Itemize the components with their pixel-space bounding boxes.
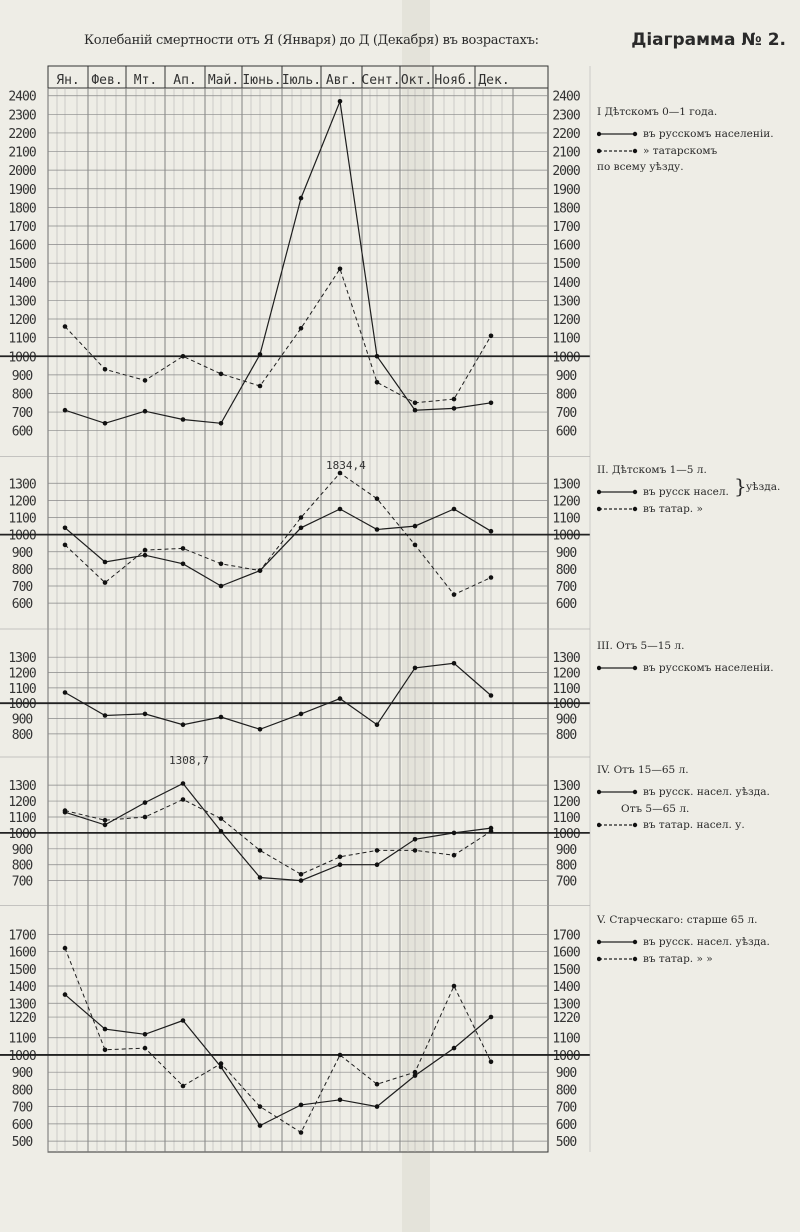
y-tick-label-left: 1500 bbox=[8, 962, 36, 978]
data-point bbox=[452, 1046, 457, 1051]
y-tick-label-left: 1200 bbox=[8, 313, 36, 329]
month-label: Іюнь. bbox=[242, 73, 282, 88]
data-point bbox=[489, 401, 494, 406]
data-point bbox=[63, 690, 68, 695]
legend-label: въ русск. насел. уѣзда. bbox=[643, 936, 770, 949]
y-tick-label-left: 800 bbox=[11, 727, 33, 743]
y-tick-label-left: 600 bbox=[11, 1117, 33, 1133]
legend-solid-line-icon bbox=[597, 488, 639, 496]
legend-solid-line-icon bbox=[597, 788, 639, 796]
legend-dashed-line-icon bbox=[597, 821, 639, 829]
legend-dashed-line-icon bbox=[597, 955, 639, 963]
data-point bbox=[181, 781, 186, 786]
legend-solid-line-icon bbox=[597, 938, 639, 946]
y-tick-label-left: 1200 bbox=[8, 795, 36, 811]
legend-label: Отъ 5—65 л. bbox=[621, 802, 690, 815]
month-label: Іюль. bbox=[281, 73, 322, 88]
data-point bbox=[181, 722, 186, 727]
data-point bbox=[489, 334, 494, 339]
data-point bbox=[489, 693, 494, 698]
y-tick-label-right: 500 bbox=[555, 1135, 577, 1151]
data-point bbox=[413, 543, 418, 548]
y-tick-label-right: 2300 bbox=[552, 108, 580, 124]
y-tick-label-left: 1000 bbox=[8, 826, 36, 842]
legend-row bbox=[597, 817, 797, 833]
y-tick-label-right: 2000 bbox=[552, 164, 580, 180]
data-point bbox=[181, 797, 186, 802]
month-label: Ян. bbox=[56, 73, 80, 88]
data-point bbox=[375, 1104, 380, 1109]
data-point bbox=[375, 354, 380, 359]
data-point bbox=[143, 553, 148, 558]
data-point bbox=[258, 384, 263, 389]
y-tick-label-right: 1200 bbox=[552, 313, 580, 329]
y-tick-label-left: 1900 bbox=[8, 182, 36, 198]
legend-row bbox=[597, 784, 797, 800]
y-tick-label-right: 1100 bbox=[552, 511, 580, 527]
data-point bbox=[181, 546, 186, 551]
data-point bbox=[338, 696, 343, 701]
y-tick-label-left: 900 bbox=[11, 712, 33, 728]
y-tick-label-left: 1800 bbox=[8, 201, 36, 217]
y-tick-label-right: 600 bbox=[555, 1117, 577, 1133]
data-point bbox=[489, 1060, 494, 1065]
legend-title: I Дѣтскомъ 0—1 года. bbox=[597, 106, 718, 118]
y-tick-label-right: 700 bbox=[555, 406, 577, 422]
data-point bbox=[63, 324, 68, 329]
data-point bbox=[219, 816, 224, 821]
y-tick-label-left: 900 bbox=[11, 1066, 33, 1082]
y-tick-label-left: 1300 bbox=[8, 779, 36, 795]
data-point bbox=[143, 409, 148, 414]
legend-label: въ татар. насел. у. bbox=[643, 818, 745, 831]
y-tick-label-left: 800 bbox=[11, 1083, 33, 1099]
legend-row bbox=[597, 660, 797, 676]
y-tick-label-right: 800 bbox=[555, 562, 577, 578]
value-annotation: 1308,7 bbox=[169, 754, 209, 767]
legend-solid-line-icon bbox=[597, 664, 639, 672]
y-tick-label-right: 1200 bbox=[552, 494, 580, 510]
y-tick-label-right: 1220 bbox=[552, 1011, 580, 1027]
data-point bbox=[413, 408, 418, 413]
month-label: Нояб. bbox=[434, 73, 474, 88]
y-tick-label-right: 900 bbox=[555, 545, 577, 561]
y-tick-label-right: 2400 bbox=[552, 89, 580, 105]
data-point bbox=[299, 1130, 304, 1135]
data-point bbox=[219, 1061, 224, 1066]
y-tick-label-left: 2200 bbox=[8, 126, 36, 142]
legend-row bbox=[597, 951, 797, 967]
y-tick-label-right: 1400 bbox=[552, 980, 580, 996]
month-label: Окт. bbox=[400, 73, 433, 88]
data-point bbox=[452, 406, 457, 411]
y-tick-label-left: 1300 bbox=[8, 477, 36, 493]
data-point bbox=[413, 524, 418, 529]
data-point bbox=[63, 946, 68, 951]
y-tick-label-left: 1100 bbox=[8, 1031, 36, 1047]
y-tick-label-right: 1900 bbox=[552, 182, 580, 198]
data-point bbox=[258, 1104, 263, 1109]
y-tick-label-right: 1000 bbox=[552, 697, 580, 713]
legend-block bbox=[597, 104, 797, 175]
y-tick-label-right: 1600 bbox=[552, 945, 580, 961]
data-point bbox=[63, 408, 68, 413]
data-point bbox=[375, 722, 380, 727]
y-tick-label-left: 800 bbox=[11, 387, 33, 403]
data-point bbox=[452, 507, 457, 512]
value-annotation: 1834,4 bbox=[326, 459, 366, 472]
y-tick-label-right: 1100 bbox=[552, 810, 580, 826]
y-tick-label-left: 1700 bbox=[8, 928, 36, 944]
y-tick-label-left: 1100 bbox=[8, 681, 36, 697]
data-point bbox=[413, 848, 418, 853]
y-tick-label-left: 1100 bbox=[8, 511, 36, 527]
y-tick-label-right: 1200 bbox=[552, 666, 580, 682]
y-tick-label-right: 1800 bbox=[552, 201, 580, 217]
y-tick-label-right: 700 bbox=[555, 874, 577, 890]
data-point bbox=[103, 421, 108, 426]
data-point bbox=[103, 713, 108, 718]
y-tick-label-left: 800 bbox=[11, 858, 33, 874]
data-point bbox=[338, 267, 343, 272]
data-point bbox=[181, 417, 186, 422]
data-point bbox=[299, 196, 304, 201]
data-point bbox=[143, 378, 148, 383]
month-label: Май. bbox=[207, 73, 240, 88]
y-tick-label-right: 1300 bbox=[552, 477, 580, 493]
y-tick-label-right: 1000 bbox=[552, 1048, 580, 1064]
data-point bbox=[299, 712, 304, 717]
data-point bbox=[103, 560, 108, 565]
data-point bbox=[103, 367, 108, 372]
y-tick-label-right: 900 bbox=[555, 842, 577, 858]
y-tick-label-left: 2300 bbox=[8, 108, 36, 124]
data-point bbox=[338, 862, 343, 867]
legend-block bbox=[597, 638, 797, 677]
data-point bbox=[452, 831, 457, 836]
y-tick-label-left: 1600 bbox=[8, 238, 36, 254]
data-point bbox=[299, 526, 304, 531]
data-point bbox=[338, 1098, 343, 1103]
data-point bbox=[338, 507, 343, 512]
data-point bbox=[452, 397, 457, 402]
data-point bbox=[258, 875, 263, 880]
data-point bbox=[219, 715, 224, 720]
legend-block bbox=[597, 462, 797, 517]
y-tick-label-right: 1500 bbox=[552, 962, 580, 978]
y-tick-label-left: 900 bbox=[11, 545, 33, 561]
y-tick-label-left: 700 bbox=[11, 580, 33, 596]
y-tick-label-right: 2100 bbox=[552, 145, 580, 161]
y-tick-label-left: 700 bbox=[11, 874, 33, 890]
y-tick-label-left: 1700 bbox=[8, 219, 36, 235]
y-tick-label-left: 1100 bbox=[8, 810, 36, 826]
legend-row bbox=[597, 801, 797, 817]
legend-block bbox=[597, 912, 797, 967]
legend-row bbox=[597, 143, 797, 159]
data-point bbox=[258, 848, 263, 853]
data-point bbox=[103, 1048, 108, 1053]
legend-solid-line-icon bbox=[597, 130, 639, 138]
data-point bbox=[299, 872, 304, 877]
data-point bbox=[489, 529, 494, 534]
y-tick-label-right: 800 bbox=[555, 387, 577, 403]
data-point bbox=[103, 823, 108, 828]
data-point bbox=[375, 380, 380, 385]
data-point bbox=[181, 562, 186, 567]
data-point bbox=[452, 853, 457, 858]
y-tick-label-left: 2000 bbox=[8, 164, 36, 180]
data-point bbox=[143, 712, 148, 717]
data-point bbox=[143, 548, 148, 553]
data-point bbox=[489, 575, 494, 580]
y-tick-label-right: 1300 bbox=[552, 294, 580, 310]
y-tick-label-left: 1300 bbox=[8, 651, 36, 667]
data-point bbox=[338, 99, 343, 104]
month-label: Мт. bbox=[133, 73, 158, 88]
month-label: Сент. bbox=[361, 73, 401, 88]
legend-label: въ татар. » bbox=[643, 502, 703, 515]
y-tick-label-left: 1000 bbox=[8, 1048, 36, 1064]
y-tick-label-right: 1100 bbox=[552, 331, 580, 347]
y-tick-label-right: 1000 bbox=[552, 826, 580, 842]
y-tick-label-right: 2200 bbox=[552, 126, 580, 142]
y-tick-label-left: 500 bbox=[11, 1135, 33, 1151]
chart-title: Колебаній смертности отъ Я (Января) до Д (Декабря) въ возрастахъ: bbox=[84, 33, 539, 48]
y-tick-label-right: 1000 bbox=[552, 528, 580, 544]
y-tick-label-right: 900 bbox=[555, 368, 577, 384]
month-label: Фев. bbox=[91, 73, 123, 88]
y-tick-label-left: 1500 bbox=[8, 257, 36, 273]
y-tick-label-right: 600 bbox=[555, 597, 577, 613]
y-tick-label-right: 1700 bbox=[552, 219, 580, 235]
legend-row bbox=[597, 934, 797, 950]
data-point bbox=[181, 354, 186, 359]
legend-dashed-line-icon bbox=[597, 505, 639, 513]
month-label: Ап. bbox=[173, 73, 197, 88]
y-tick-label-left: 900 bbox=[11, 842, 33, 858]
y-tick-label-left: 700 bbox=[11, 1100, 33, 1116]
y-tick-label-right: 600 bbox=[555, 424, 577, 440]
data-point bbox=[413, 1070, 418, 1075]
y-tick-label-right: 1500 bbox=[552, 257, 580, 273]
data-point bbox=[338, 855, 343, 860]
y-tick-label-right: 1000 bbox=[552, 350, 580, 366]
y-tick-label-right: 800 bbox=[555, 858, 577, 874]
diagram-label: Діаграмма № 2. bbox=[631, 30, 786, 50]
y-tick-label-left: 1000 bbox=[8, 528, 36, 544]
y-tick-label-right: 900 bbox=[555, 712, 577, 728]
y-tick-label-left: 2400 bbox=[8, 89, 36, 105]
legend-brace: } уѣзда. bbox=[734, 474, 781, 498]
y-tick-label-left: 2100 bbox=[8, 145, 36, 161]
data-point bbox=[219, 829, 224, 834]
y-tick-label-left: 600 bbox=[11, 597, 33, 613]
y-tick-label-right: 900 bbox=[555, 1066, 577, 1082]
data-point bbox=[143, 800, 148, 805]
y-tick-label-left: 600 bbox=[11, 424, 33, 440]
data-point bbox=[103, 818, 108, 823]
legend-row bbox=[597, 501, 797, 517]
data-point bbox=[375, 496, 380, 501]
y-tick-label-left: 800 bbox=[11, 562, 33, 578]
data-point bbox=[103, 580, 108, 585]
y-tick-label-left: 1400 bbox=[8, 980, 36, 996]
legend-block bbox=[597, 762, 797, 833]
y-tick-label-right: 800 bbox=[555, 1083, 577, 1099]
y-tick-label-right: 1400 bbox=[552, 275, 580, 291]
y-tick-label-right: 1600 bbox=[552, 238, 580, 254]
data-point bbox=[375, 848, 380, 853]
data-point bbox=[452, 984, 457, 989]
data-point bbox=[413, 666, 418, 671]
data-point bbox=[63, 808, 68, 813]
data-point bbox=[299, 326, 304, 331]
data-point bbox=[219, 584, 224, 589]
y-tick-label-left: 700 bbox=[11, 406, 33, 422]
y-tick-label-left: 1400 bbox=[8, 275, 36, 291]
legend-title: V. Старческаго: старше 65 л. bbox=[597, 914, 758, 926]
y-tick-label-left: 1200 bbox=[8, 666, 36, 682]
data-point bbox=[143, 1032, 148, 1037]
data-point bbox=[258, 352, 263, 357]
data-point bbox=[375, 527, 380, 532]
y-tick-label-right: 700 bbox=[555, 1100, 577, 1116]
data-point bbox=[143, 815, 148, 820]
legend-title: III. Отъ 5—15 л. bbox=[597, 640, 685, 652]
legend-note: по всему уѣзду. bbox=[597, 160, 684, 173]
data-point bbox=[219, 421, 224, 426]
data-point bbox=[338, 1053, 343, 1058]
month-label: Дек. bbox=[478, 73, 510, 88]
y-tick-label-left: 1220 bbox=[8, 1011, 36, 1027]
y-tick-label-left: 1000 bbox=[8, 350, 36, 366]
y-tick-label-left: 1200 bbox=[8, 494, 36, 510]
legend-dashed-line-icon bbox=[597, 147, 639, 155]
data-point bbox=[181, 1084, 186, 1089]
data-point bbox=[219, 562, 224, 567]
data-point bbox=[375, 862, 380, 867]
data-point bbox=[413, 401, 418, 406]
data-point bbox=[489, 829, 494, 834]
data-point bbox=[258, 727, 263, 732]
legend-label: въ русск. насел. уѣзда. bbox=[643, 786, 770, 799]
data-point bbox=[375, 1082, 380, 1087]
y-tick-label-left: 1100 bbox=[8, 331, 36, 347]
data-point bbox=[299, 515, 304, 520]
legend-label: въ русскомъ населеніи. bbox=[643, 662, 774, 675]
legend-label: въ русск насел. bbox=[643, 486, 729, 499]
y-tick-label-right: 800 bbox=[555, 727, 577, 743]
legend-row bbox=[597, 126, 797, 142]
data-point bbox=[452, 592, 457, 597]
data-point bbox=[299, 878, 304, 883]
y-tick-label-left: 1300 bbox=[8, 294, 36, 310]
data-point bbox=[103, 1027, 108, 1032]
y-tick-label-left: 900 bbox=[11, 368, 33, 384]
y-tick-label-left: 1600 bbox=[8, 945, 36, 961]
legend-brace-label: уѣзда. bbox=[746, 481, 781, 493]
legend-label: въ татар. » » bbox=[643, 952, 713, 965]
data-point bbox=[258, 568, 263, 573]
data-point bbox=[452, 661, 457, 666]
y-tick-label-left: 1300 bbox=[8, 997, 36, 1013]
data-point bbox=[258, 1123, 263, 1128]
chart-frame bbox=[48, 66, 548, 1152]
legend-label: » татарскомъ bbox=[643, 144, 718, 157]
legend-title: II. Дѣтскомъ 1—5 л. bbox=[597, 464, 707, 476]
data-point bbox=[413, 837, 418, 842]
y-tick-label-right: 1300 bbox=[552, 997, 580, 1013]
data-point bbox=[63, 992, 68, 997]
y-tick-label-left: 1000 bbox=[8, 697, 36, 713]
data-point bbox=[299, 1103, 304, 1108]
data-point bbox=[143, 1046, 148, 1051]
data-point bbox=[63, 526, 68, 531]
y-tick-label-right: 1100 bbox=[552, 1031, 580, 1047]
legend-label: въ русскомъ населеніи. bbox=[643, 128, 774, 141]
y-tick-label-right: 1200 bbox=[552, 795, 580, 811]
y-tick-label-right: 700 bbox=[555, 580, 577, 596]
y-tick-label-right: 1100 bbox=[552, 681, 580, 697]
y-tick-label-right: 1300 bbox=[552, 651, 580, 667]
legend-title: IV. Отъ 15—65 л. bbox=[597, 764, 689, 776]
month-label: Авг. bbox=[325, 73, 358, 88]
y-tick-label-right: 1300 bbox=[552, 779, 580, 795]
data-point bbox=[181, 1018, 186, 1023]
data-point bbox=[489, 1015, 494, 1020]
y-tick-label-right: 1700 bbox=[552, 928, 580, 944]
data-point bbox=[63, 543, 68, 548]
data-point bbox=[219, 372, 224, 377]
